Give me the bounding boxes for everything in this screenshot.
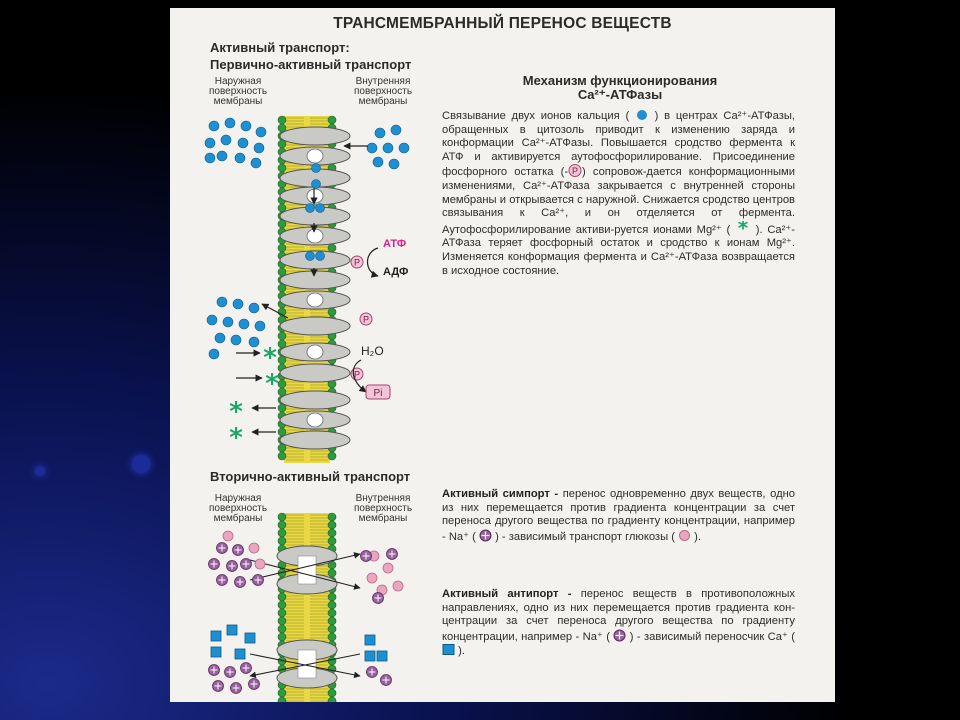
lipid-head bbox=[328, 657, 336, 665]
outer-surface-label: Наружная поверхность мембраны bbox=[208, 76, 268, 107]
decorative-dot bbox=[132, 455, 150, 473]
inner-surface-label-secondary: Внутренняя поверхность мембраны bbox=[353, 493, 413, 524]
protein-pore bbox=[307, 189, 323, 203]
lipid-head bbox=[328, 601, 336, 609]
lipid-head bbox=[328, 689, 336, 697]
lipid-head bbox=[328, 244, 336, 252]
primary-transport-heading: Первично-активный транспорт bbox=[210, 57, 412, 72]
bound-calcium-ion bbox=[312, 180, 321, 189]
released-calcium-ion bbox=[209, 349, 219, 359]
released-calcium-ion bbox=[249, 337, 259, 347]
lipid-head bbox=[278, 204, 286, 212]
lipid-head bbox=[278, 537, 286, 545]
lipid-head bbox=[328, 609, 336, 617]
calcium-square bbox=[365, 651, 375, 661]
calcium-ion bbox=[225, 118, 235, 128]
calcium-square bbox=[211, 631, 221, 641]
calcium-ion bbox=[383, 143, 393, 153]
calcium-square bbox=[245, 633, 255, 643]
lipid-head bbox=[278, 689, 286, 697]
lipid-head bbox=[328, 116, 336, 124]
lipid-head bbox=[278, 388, 286, 396]
lipid-head bbox=[278, 268, 286, 276]
water-label: H₂O bbox=[361, 344, 384, 358]
lipid-head bbox=[278, 244, 286, 252]
pi-label: Pi bbox=[373, 388, 383, 399]
outer-surface-label-secondary: Наружная поверхность мембраны bbox=[208, 493, 268, 524]
calcium-ion bbox=[254, 143, 264, 153]
bound-calcium-ion bbox=[312, 164, 321, 173]
released-calcium-ion bbox=[255, 321, 265, 331]
magnesium-ion: * bbox=[263, 343, 277, 373]
calcium-square bbox=[235, 649, 245, 659]
atpase-protein-segment bbox=[280, 207, 350, 225]
lipid-head bbox=[328, 513, 336, 521]
released-calcium-ion bbox=[231, 335, 241, 345]
atpase-protein-segment bbox=[280, 251, 350, 269]
document-sheet bbox=[170, 8, 835, 702]
antiport-description: Активный антипорт - перенос веществ в противоположных направлениях, одно из них перемещается против градиента кон-центрации за счет переноса другого вещества по градиенту концентрации, например - Na⁺ ( ) - зависимый переносчик Ca⁺ ( ). bbox=[442, 588, 796, 658]
lipid-head bbox=[278, 609, 286, 617]
calcium-ion bbox=[241, 121, 251, 131]
membrane-diagram bbox=[170, 8, 835, 702]
lipid-head bbox=[328, 697, 336, 702]
calcium-ion bbox=[217, 151, 227, 161]
lipid-head bbox=[278, 116, 286, 124]
page-title: ТРАНСМЕМБРАННЫЙ ПЕРЕНОС ВЕЩЕСТВ bbox=[333, 15, 672, 32]
lipid-head bbox=[328, 617, 336, 625]
atpase-protein-segment bbox=[280, 127, 350, 145]
antiport-term: Активный антипорт - bbox=[442, 588, 572, 600]
symport-description: Активный симпорт - перенос одновременно двух веществ, одно из них перемещается против градиента концентрации за счет переноса другого вещества по градиенту концентрации, например - Na⁺ ( ) - зависимый транспорт глюкозы ( ). bbox=[442, 488, 795, 543]
magnesium-ion: * bbox=[229, 423, 243, 453]
svg-text:P: P bbox=[572, 166, 579, 177]
lipid-head bbox=[278, 529, 286, 537]
lipid-head bbox=[278, 617, 286, 625]
bound-calcium-ion bbox=[306, 252, 315, 261]
protein-pore bbox=[307, 345, 323, 359]
lipid-head bbox=[278, 404, 286, 412]
protein-pore bbox=[307, 149, 323, 163]
released-calcium-ion bbox=[239, 319, 249, 329]
released-calcium-ion bbox=[217, 297, 227, 307]
calcium-ion bbox=[251, 158, 261, 168]
transporter-channel bbox=[298, 556, 316, 584]
lipid-head bbox=[328, 593, 336, 601]
calcium-square bbox=[365, 635, 375, 645]
calcium-square bbox=[227, 625, 237, 635]
lipid-head bbox=[278, 452, 286, 460]
lipid-head bbox=[278, 284, 286, 292]
released-calcium-ion bbox=[223, 317, 233, 327]
calcium-ion bbox=[256, 127, 266, 137]
protein-pore bbox=[307, 293, 323, 307]
atpase-protein-segment bbox=[280, 364, 350, 382]
lipid-head bbox=[278, 340, 286, 348]
magnesium-ion: * bbox=[229, 397, 243, 427]
lipid-head bbox=[328, 452, 336, 460]
phosphate-group-text: P bbox=[362, 314, 370, 325]
lipid-head bbox=[278, 140, 286, 148]
lipid-head bbox=[278, 633, 286, 641]
calcium-ion bbox=[367, 143, 377, 153]
lipid-head bbox=[278, 332, 286, 340]
adp-label: АДФ bbox=[383, 266, 409, 278]
calcium-ion bbox=[235, 153, 245, 163]
calcium-ion bbox=[399, 143, 409, 153]
calcium-square bbox=[211, 647, 221, 657]
glucose-molecule bbox=[255, 559, 265, 569]
symport-term: Активный симпорт - bbox=[442, 488, 559, 500]
atpase-protein-segment bbox=[280, 271, 350, 289]
lipid-head bbox=[278, 356, 286, 364]
lipid-head bbox=[278, 593, 286, 601]
released-calcium-ion bbox=[207, 315, 217, 325]
released-calcium-ion bbox=[233, 299, 243, 309]
glucose-molecule bbox=[223, 531, 233, 541]
calcium-ion bbox=[221, 135, 231, 145]
active-transport-heading: Активный транспорт: bbox=[210, 40, 350, 55]
released-calcium-ion bbox=[215, 333, 225, 343]
calcium-ion bbox=[209, 121, 219, 131]
lipid-head bbox=[278, 220, 286, 228]
calcium-ion bbox=[238, 138, 248, 148]
phosphate-group-text: P bbox=[353, 257, 361, 268]
atpase-protein-segment bbox=[280, 431, 350, 449]
phosphate-group-text: P bbox=[353, 369, 361, 380]
lipid-head bbox=[278, 521, 286, 529]
calcium-ion bbox=[391, 125, 401, 135]
inner-surface-label: Внутренняя поверхность мембраны bbox=[353, 76, 413, 107]
bound-calcium-ion bbox=[316, 204, 325, 213]
lipid-head bbox=[328, 521, 336, 529]
calcium-ion bbox=[389, 159, 399, 169]
mechanism-title: Механизм функционирования Ca²⁺-АТФазы bbox=[522, 73, 718, 102]
glucose-molecule bbox=[367, 573, 377, 583]
calcium-ion bbox=[375, 128, 385, 138]
atp-adp-arrow bbox=[368, 248, 379, 276]
bound-calcium-ion bbox=[306, 204, 315, 213]
lipid-head bbox=[328, 529, 336, 537]
lipid-head bbox=[328, 633, 336, 641]
lipid-head bbox=[278, 428, 286, 436]
atpase-protein-segment bbox=[280, 391, 350, 409]
protein-pore bbox=[307, 229, 323, 243]
glucose-molecule bbox=[249, 543, 259, 553]
lipid-head bbox=[328, 308, 336, 316]
mechanism-description: Связывание двух ионов кальция ( ) в центрах Ca²⁺-АТФазы, обращенных в цитозоль приводит к изменению заряда и конформации Ca²⁺-АТФазы. Повышается сродство фермента к АТФ и активируется аутофосфорилирование. Присоединение фосфорного остатка (- P ) сопровож-дается конформационными изменениями, Ca²⁺-АТФаза закрывается с внутренней стороны мембраны и открывается с наружной. Снижается сродство центров связывания к Ca²⁺, и он отделяется от фермента. Аутофосфорилирование активи-руется ионами Mg²⁺ ( * ). Ca²⁺-АТФаза теряет фосфорный остаток и сродство к ионам Mg²⁺. Изменяется конформация фермента и Ca²⁺-АТФаза возвращается в исходное состояние. bbox=[442, 110, 795, 277]
glucose-molecule bbox=[383, 563, 393, 573]
lipid-head bbox=[328, 625, 336, 633]
lipid-head bbox=[278, 601, 286, 609]
lipid-head bbox=[278, 444, 286, 452]
lipid-head bbox=[328, 569, 336, 577]
lipid-head bbox=[278, 380, 286, 388]
released-calcium-ion bbox=[249, 303, 259, 313]
lipid-head bbox=[278, 625, 286, 633]
svg-text:*: * bbox=[737, 220, 749, 235]
calcium-square bbox=[377, 651, 387, 661]
calcium-ion bbox=[205, 153, 215, 163]
glucose-molecule bbox=[393, 581, 403, 591]
lipid-head bbox=[278, 697, 286, 702]
lipid-head bbox=[278, 124, 286, 132]
atp-label: АТФ bbox=[383, 238, 407, 250]
magnesium-ion: * bbox=[265, 369, 279, 399]
bound-calcium-ion bbox=[316, 252, 325, 261]
decorative-dot bbox=[35, 466, 45, 476]
secondary-transport-heading: Вторично-активный транспорт bbox=[210, 469, 411, 484]
lipid-head bbox=[278, 164, 286, 172]
calcium-ion bbox=[373, 157, 383, 167]
calcium-ion bbox=[205, 138, 215, 148]
lipid-head bbox=[328, 537, 336, 545]
atpase-protein-segment bbox=[280, 317, 350, 335]
lipid-head bbox=[278, 513, 286, 521]
protein-pore bbox=[307, 413, 323, 427]
